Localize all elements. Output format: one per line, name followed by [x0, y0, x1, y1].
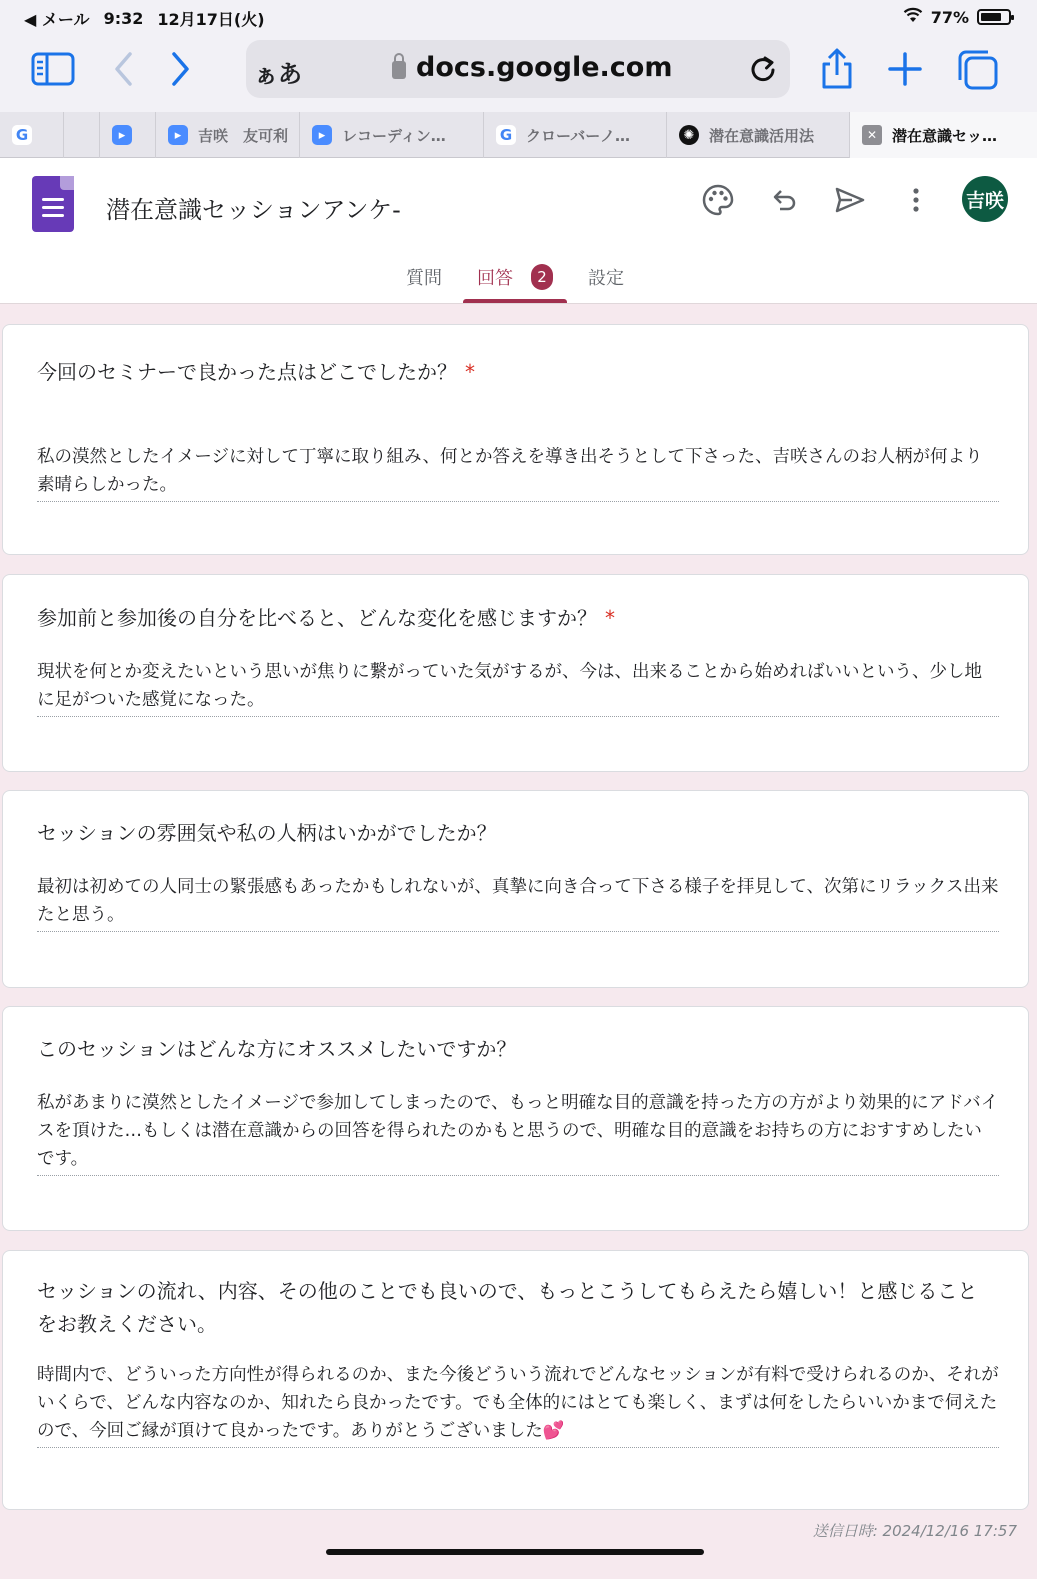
tab-responses[interactable]: 回答 — [477, 268, 513, 289]
question-card — [2, 1006, 1029, 1231]
tab-questions[interactable]: 質問 — [406, 268, 442, 289]
browser-tab[interactable] — [484, 112, 667, 158]
battery-icon — [977, 9, 1011, 25]
answer-text: 私の漠然としたイメージに対して丁寧に取り組み、何とか答えを導き出そうとして下さった、吉咲さんのお人柄が何より素晴らしかった。 — [37, 443, 999, 502]
browser-tab-active[interactable] — [850, 112, 1037, 158]
question-card — [2, 1250, 1029, 1510]
tab-settings[interactable]: 設定 — [588, 268, 624, 289]
browser-tab-label: クローバーノ… — [526, 126, 630, 145]
browser-tab-label: 潜在意識活用法 — [709, 126, 815, 145]
zoom-icon: ▸ — [168, 125, 188, 145]
back-to-app-link[interactable]: ◀ メール — [24, 10, 90, 29]
responses-count-badge: 2 — [531, 264, 553, 290]
google-icon: G — [12, 125, 32, 145]
tabs-overview-icon[interactable] — [954, 48, 1000, 90]
required-mark: * — [465, 360, 475, 384]
zoom-icon: ▸ — [312, 125, 332, 145]
address-bar[interactable] — [246, 40, 790, 98]
forms-header — [0, 158, 1037, 304]
question-card — [2, 574, 1029, 772]
browser-tab[interactable] — [100, 112, 156, 158]
chatgpt-icon: ✺ — [679, 125, 699, 145]
url-display[interactable] — [392, 52, 672, 83]
browser-tab-bar — [0, 112, 1037, 158]
google-icon: G — [496, 125, 516, 145]
status-bar — [0, 0, 1037, 34]
palette-icon[interactable] — [700, 182, 736, 218]
lock-icon — [392, 61, 406, 79]
active-tab-indicator — [463, 299, 567, 303]
send-icon[interactable] — [832, 182, 868, 218]
zoom-icon: ▸ — [112, 125, 132, 145]
question-card — [2, 790, 1029, 988]
google-forms-logo[interactable] — [32, 176, 74, 232]
home-indicator — [326, 1549, 704, 1555]
question-title: セッションの流れ、内容、その他のことでも良いので、もっとこうしてもらえたら嬉しい！と感じることをお教えください。 — [37, 1279, 978, 1336]
question-card — [2, 324, 1029, 555]
more-options-icon[interactable] — [898, 182, 934, 218]
browser-tab[interactable] — [156, 112, 300, 158]
question-title: 今回のセミナーで良かった点はどこでしたか？ * — [37, 360, 475, 384]
browser-tab-label: 吉咲 友可利 — [198, 126, 289, 145]
share-icon[interactable] — [814, 48, 860, 90]
answer-text: 最初は初めての人同士の緊張感もあったかもしれないが、真摯に向き合って下さる様子を拝見して、次第にリラックス出来たと思う。 — [37, 873, 999, 932]
browser-toolbar — [0, 34, 1037, 112]
reader-options-button[interactable]: ぁあ — [254, 60, 302, 88]
question-title: 参加前と参加後の自分を比べると、どんな変化を感じますか？ * — [37, 606, 615, 630]
close-icon[interactable]: ✕ — [862, 125, 882, 145]
undo-icon[interactable] — [766, 182, 802, 218]
reload-icon[interactable] — [748, 54, 778, 88]
status-time: 9:32 — [103, 9, 144, 28]
browser-tab-label: レコーディン… — [342, 126, 446, 145]
required-mark: * — [605, 606, 615, 630]
wifi-icon — [903, 7, 923, 27]
question-title: セッションの雰囲気や私の人柄はいかがでしたか？ — [37, 821, 497, 845]
answer-text: 時間内で、どういった方向性が得られるのか、また今後どういう流れでどんなセッションが有料で受けられるのか、それがいくらで、どんな内容なのか、知れたら良かったです。でも全体的にはとても楽しく、まずは何をしたらいいかまで伺えたので、今回ご縁が頂けて良かったです。ありがとうございました💕 — [37, 1361, 999, 1448]
submission-timestamp: 送信日時: 2024/12/16 17:57 — [812, 1522, 1017, 1540]
answer-text: 私があまりに漠然としたイメージで参加してしまったので、もっと明確な目的意識を持った方の方がより効果的にアドバイスを頂けた…もしくは潜在意識からの回答を得られたのかもと思うので、明確な目的意識をお持ちの方におすすめしたいです。 — [37, 1089, 999, 1176]
form-title[interactable]: 潜在意識セッションアンケ- — [106, 196, 401, 224]
question-title: このセッションはどんな方にオススメしたいですか？ — [37, 1037, 517, 1061]
browser-tab[interactable] — [300, 112, 484, 158]
forward-icon[interactable] — [160, 48, 206, 90]
battery-level — [981, 13, 1001, 21]
new-tab-icon[interactable] — [882, 48, 928, 90]
browser-tab[interactable] — [667, 112, 850, 158]
avatar[interactable]: 吉咲 — [962, 176, 1008, 222]
answer-text: 現状を何とか変えたいという思いが焦りに繋がっていた気がするが、今は、出来ることから始めればいいという、少し地に足がついた感覚になった。 — [37, 658, 999, 717]
back-icon[interactable] — [104, 48, 150, 90]
browser-tab-label: 潜在意識セッ… — [892, 126, 998, 145]
battery-percent: 77% — [930, 7, 969, 27]
url-text: docs.google.com — [416, 52, 673, 83]
browser-tab[interactable] — [0, 112, 64, 158]
status-date: 12月17日(火) — [157, 10, 265, 29]
browser-tab[interactable] — [64, 112, 100, 158]
sidebar-icon[interactable] — [30, 48, 76, 90]
